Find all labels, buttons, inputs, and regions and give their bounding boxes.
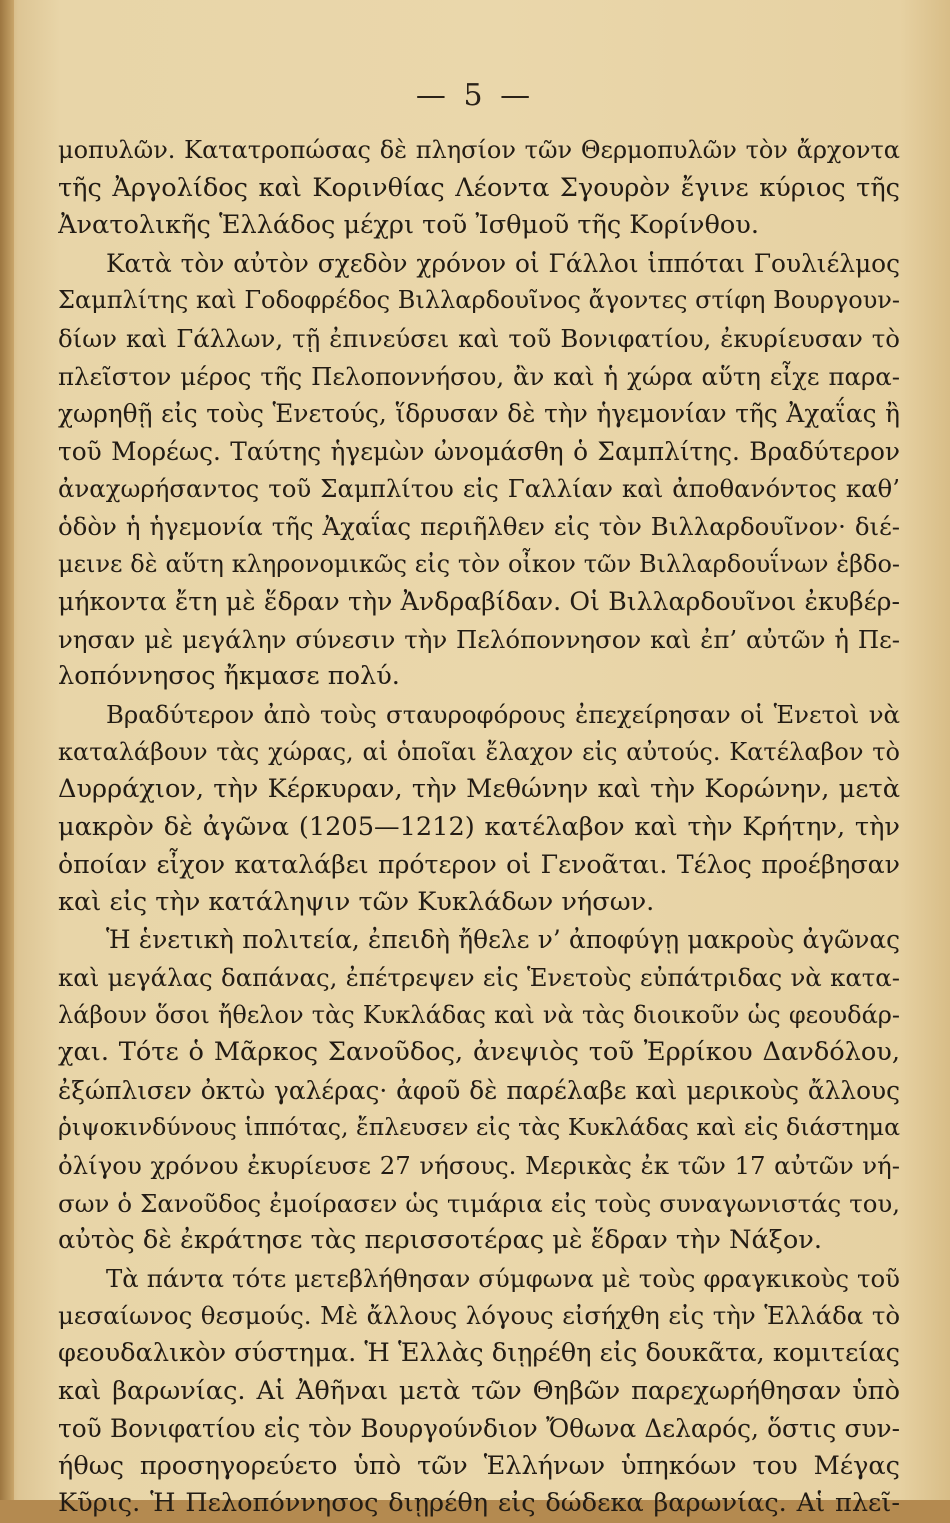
- text-line: καὶ βαρωνίας. Αἱ Ἀθῆναι μετὰ τῶν Θηβῶν παρεχωρήθησαν ὑπὸ: [58, 1375, 900, 1406]
- text-line: μοπυλῶν. Κατατροπώσας δὲ πλησίον τῶν Θερμοπυλῶν τὸν ἄρχοντα: [58, 136, 900, 164]
- text-line: τοῦ Μορέως. Ταύτης ἡγεμὼν ὠνομάσθη ὁ Σαμπλίτης. Βραδύτερον: [58, 436, 900, 466]
- text-line: ὀλίγου χρόνου ἐκυρίευσε 27 νήσους. Μερικὰς ἐκ τῶν 17 αὐτῶν νή-: [58, 1151, 900, 1181]
- text-line: ήθως προσηγορεύετο ὑπὸ τῶν Ἑλλήνων ὑπηκόων του Μέγας: [58, 1450, 900, 1481]
- text-line: ὁδὸν ἡ ἡγεμονία τῆς Ἀχαΐας περιῆλθεν εἰς τὸν Βιλλαρδουῖνον· διέ-: [58, 511, 900, 541]
- body-text: [58, 132, 900, 1523]
- text-line: καταλάβουν τὰς χώρας, αἱ ὁποῖαι ἔλαχον εἰς αὐτούς. Κατέλαβον τὸ: [58, 737, 900, 766]
- text-line: χαι. Τότε ὁ Μᾶρκος Σανοῦδος, ἀνεψιὸς τοῦ Ἐρρίκου Δανδόλου,: [58, 1037, 900, 1068]
- text-line: λοπόννησος ἤκμασε πολύ.: [58, 661, 400, 692]
- text-line: Κῦρις. Ἡ Πελοπόννησος διῃρέθη εἰς δώδεκα βαρωνίας. Αἱ πλεῖ-: [58, 1488, 900, 1519]
- text-line: καὶ μεγάλας δαπάνας, ἐπέτρεψεν εἰς Ἑνετοὺς εὐπάτριδας νὰ κατα-: [58, 963, 900, 993]
- text-line: χωρηθῇ εἰς τοὺς Ἑνετούς, ἵδρυσαν δὲ τὴν ἡγεμονίαν τῆς Ἀχαΐας ἢ: [58, 399, 900, 429]
- text-line: μήκοντα ἔτη μὲ ἕδραν τὴν Ἀνδραβίδαν. Οἱ Βιλλαρδουῖνοι ἐκυβέρ-: [58, 587, 900, 617]
- text-line: Δυρράχιον, τὴν Κέρκυραν, τὴν Μεθώνην καὶ τὴν Κορώνην, μετὰ: [58, 774, 900, 805]
- text-line: ὁποίαν εἶχον καταλάβει πρότερον οἱ Γενοᾶται. Τέλος προέβησαν: [58, 850, 900, 880]
- text-line: λάβουν ὅσοι ἤθελον τὰς Κυκλάδας καὶ νὰ τὰς διοικοῦν ὡς φεουδάρ-: [58, 1000, 900, 1029]
- text-line: δίων καὶ Γάλλων, τῇ ἐπινεύσει καὶ τοῦ Βονιφατίου, ἐκυρίευσαν τὸ: [58, 323, 900, 353]
- text-line: Ἀνατολικῆς Ἑλλάδος μέχρι τοῦ Ἰσθμοῦ τῆς Κορίνθου.: [58, 210, 759, 241]
- text-line: μακρὸν δὲ ἀγῶνα (1205—1212) κατέλαβον καὶ τὴν Κρήτην, τὴν: [58, 811, 900, 842]
- text-line: ῥιψοκινδύνους ἱππότας, ἔπλευσεν εἰς τὰς Κυκλάδας καὶ εἰς διάστημα: [58, 1113, 900, 1142]
- text-line: ἐξώπλισεν ὀκτὼ γαλέρας· ἀφοῦ δὲ παρέλαβε καὶ μερικοὺς ἄλλους: [58, 1075, 900, 1105]
- text-line: Σαμπλίτης καὶ Γοδοφρέδος Βιλλαρδουῖνος ἄγοντες στίφη Βουργουν-: [58, 286, 900, 315]
- text-line: νησαν μὲ μεγάλην σύνεσιν τὴν Πελόποννησον καὶ ἐπ’ αὐτῶν ἡ Πε-: [58, 624, 900, 654]
- text-line: τοῦ Βονιφατίου εἰς τὸν Βουργούνδιον Ὄθωνα Δελαρός, ὅστις συν-: [58, 1414, 900, 1444]
- page-binding-edge: [0, 0, 14, 1500]
- page-number: — 5 —: [415, 78, 535, 113]
- text-line: ἀναχωρήσαντος τοῦ Σαμπλίτου εἰς Γαλλίαν καὶ ἀποθανόντος καθ’: [58, 474, 900, 504]
- text-line: τῆς Ἀργολίδος καὶ Κορινθίας Λέοντα Σγουρὸν ἔγινε κύριος τῆς: [58, 172, 900, 203]
- text-line: Τὰ πάντα τότε μετεβλήθησαν σύμφωνα μὲ τοὺς φραγκικοὺς τοῦ: [106, 1263, 900, 1293]
- text-line: Ἡ ἑνετικὴ πολιτεία, ἐπειδὴ ἤθελε ν’ ἀποφύγῃ μακροὺς ἀγῶνας: [106, 925, 900, 955]
- text-line: Βραδύτερον ἀπὸ τοὺς σταυροφόρους ἐπεχείρησαν οἱ Ἑνετοὶ νὰ: [106, 699, 900, 729]
- text-line: μεσαίωνος θεσμούς. Μὲ ἄλλους λόγους εἰσήχθη εἰς τὴν Ἑλλάδα τὸ: [58, 1301, 900, 1331]
- text-line: Κατὰ τὸν αὐτὸν σχεδὸν χρόνον οἱ Γάλλοι ἱππόται Γουλιέλμος: [106, 248, 900, 278]
- text-line: πλεῖστον μέρος τῆς Πελοποννήσου, ἂν καὶ ἡ χώρα αὕτη εἶχε παρα-: [58, 361, 900, 391]
- text-line: αὐτὸς δὲ ἐκράτησε τὰς περισσοτέρας μὲ ἕδραν τὴν Νάξον.: [58, 1225, 822, 1256]
- text-line: καὶ εἰς τὴν κατάληψιν τῶν Κυκλάδων νήσων.: [58, 886, 655, 917]
- text-line: σων ὁ Σανοῦδος ἐμοίρασεν ὡς τιμάρια εἰς τοὺς συναγωνιστάς του,: [58, 1188, 900, 1218]
- text-line: μεινε δὲ αὕτη κληρονομικῶς εἰς τὸν οἶκον τῶν Βιλλαρδουΐνων ἑβδο-: [58, 549, 900, 578]
- text-line: φεουδαλικὸν σύστημα. Ἡ Ἑλλὰς διῃρέθη εἰς δουκᾶτα, κομιτείας: [58, 1338, 900, 1368]
